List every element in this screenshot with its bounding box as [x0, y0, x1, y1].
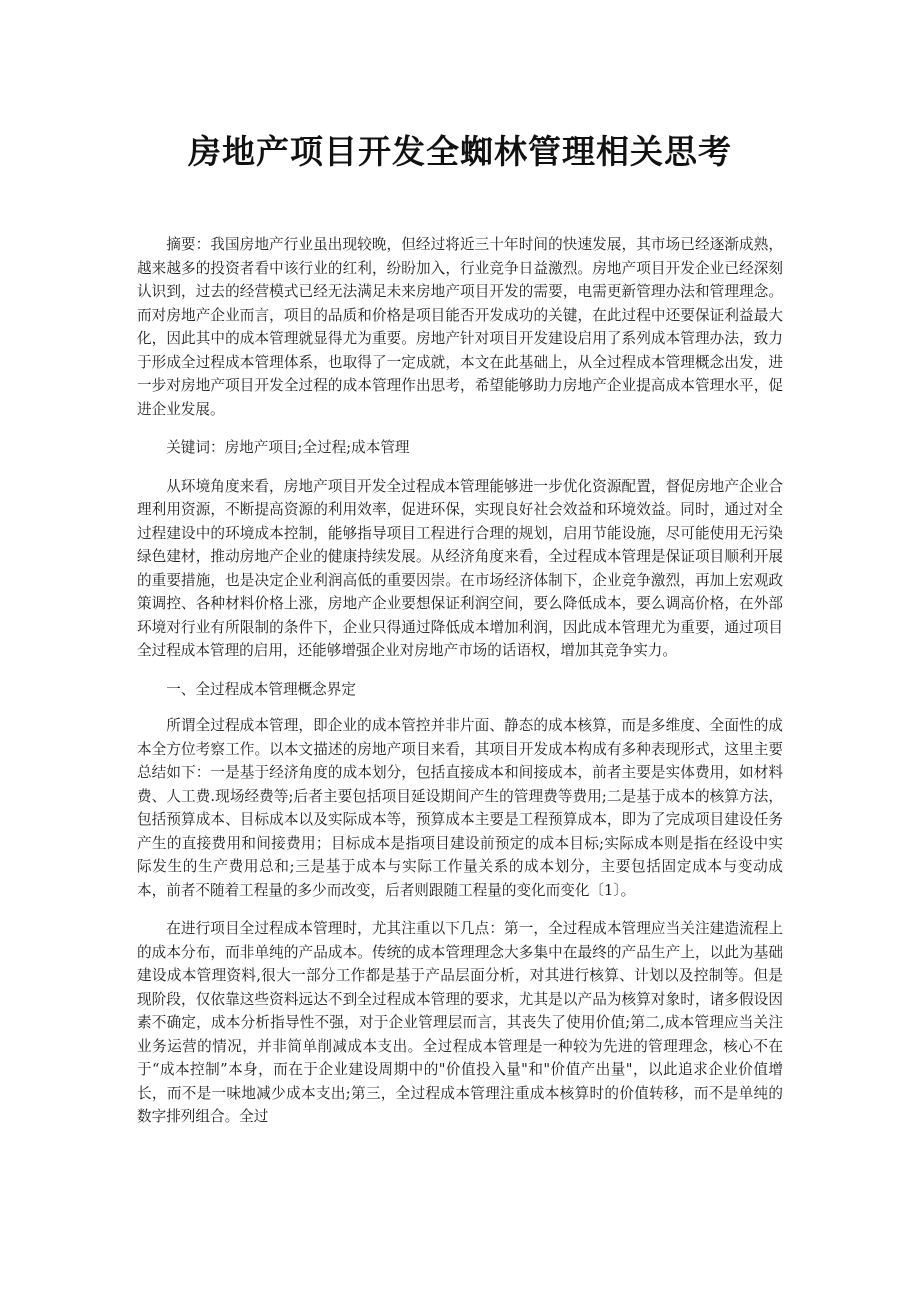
body-paragraph-2: 所谓全过程成本管理，即企业的成本管控并非片面、静态的成本核算，而是多维度、全面性的成本全方位考察工作。以本文描述的房地产项目来看，其项目开发成本构成有多种表现形式，这里主要总结如下：一是基于经济角度的成本划分，包括直接成本和间接成本，前者主要是实体费用，如材料费、人工费.现场经费等;后者主要包括项目延设期间产生的管理费等费用;二是基于成本的核算方法，包括预算成本、目标成本以及实际成本等，预算成本主要是工程预算成本，即为了完成项目建设任务产生的直接费用和间接费用；目标成本是指项目建设前预定的成本目标;实际成本则是指在经设中实际发生的生产费用总和;三是基于成本与实际工作量关系的成本划分，主要包括固定成本与变动成本，前者不随着工程量的多少而改变，后者则跟随工程量的变化而变化〔1〕。: [137, 717, 783, 899]
document-title: 房地产项目开发全蜘林管理相关思考: [188, 132, 732, 171]
body-paragraph-1: 从环境角度来看，房地产项目开发全过程成本管理能够进一步优化资源配置，督促房地产企业合理利用资源，不断提高资源的利用效率，促进环保，实现良好社会效益和环境效益。同时，通过对全过程建设中的环境成本控制，能够指导项目工程进行合理的规划，启用节能设施，尽可能使用无污染绿色建材，推动房地产企业的健康持续发展。从经济角度来看，全过程成本管理是保证项目顺利开展的重要措施，也是决定企业利润高低的重要因崇。在市场经济体制下，企业竞争激烈，再加上宏观政策调控、各种材料价格上涨，房地产企业要想保证利润空间，要么降低成本，要么调高价格，在外部环境对行业有所限制的条件下，企业只得通过降低成本增加利润，因此成本管理尤为重要，通过项目全过程成本管理的启用，还能够增强企业对房地产市场的话语权，增加其竞争实力。: [137, 477, 783, 659]
section-heading-1: 一、全过程成本管理概念界定: [166, 680, 356, 698]
keywords-paragraph: 关键词：房地产项目;全过程;成本管理: [166, 439, 410, 456]
body-paragraph-3: 在进行项目全过程成本管理时，尤其注重以下几点：第一，全过程成本管理应当关注建造流程上的成本分布，而非单纯的产品成本。传统的成本管理理念大多集中在最终的产品生产上，以此为基础建设成本管理资料,很大一部分工作都是基于产品层面分析，对其进行核算、计划以及控制等。但是现阶段，仅依靠这些资料远达不到全过程成本管理的要求，尤其是以产品为核算对象时，诸多假设因素不确定，成本分析指导性不强，对于企业管理层而言，其丧失了使用价值;第二,成本管理应当关注业务运营的情况，并非简单削减成本支出。全过程成本管理是一种较为先进的管理理念，核心不在于“成本控制”本身，而在于企业建设周期中的"价值投入量"和"价值产出量"，以此追求企业价值增长，而不是一味地减少成本支出;第三，全过程成本管理注重成本核算时的价值转移，而不是单纯的数字排列组合。全过: [137, 920, 783, 1125]
document-body: [137, 233, 783, 1129]
abstract-paragraph: 摘要：我国房地产行业虽出现较晚，但经过将近三十年时间的快速发展，其市场已经逐渐成熟，越来越多的投资者看中该行业的红利，纷盼加入，行业竞争日益激烈。房地产项目开发企业已经深刻认识到，过去的经营模式已经无法满足未来房地产项目开发的需要，电需更新管理办法和管理理念。而对房地产企业而言，项目的品质和价格是项目能否开发成功的关键，在此过程中还要保证利益最大化，因此其中的成本管理就显得尤为重要。房地产针对项目开发建设启用了系列成本管理办法，致力于形成全过程成本管理体系，也取得了一定成就，本文在此基础上，从全过程成本管理概念出发，进一步对房地产项目开发全过程的成本管理作出思考，希望能够助力房地产企业提高成本管理水平，促进企业发展。: [137, 236, 783, 418]
